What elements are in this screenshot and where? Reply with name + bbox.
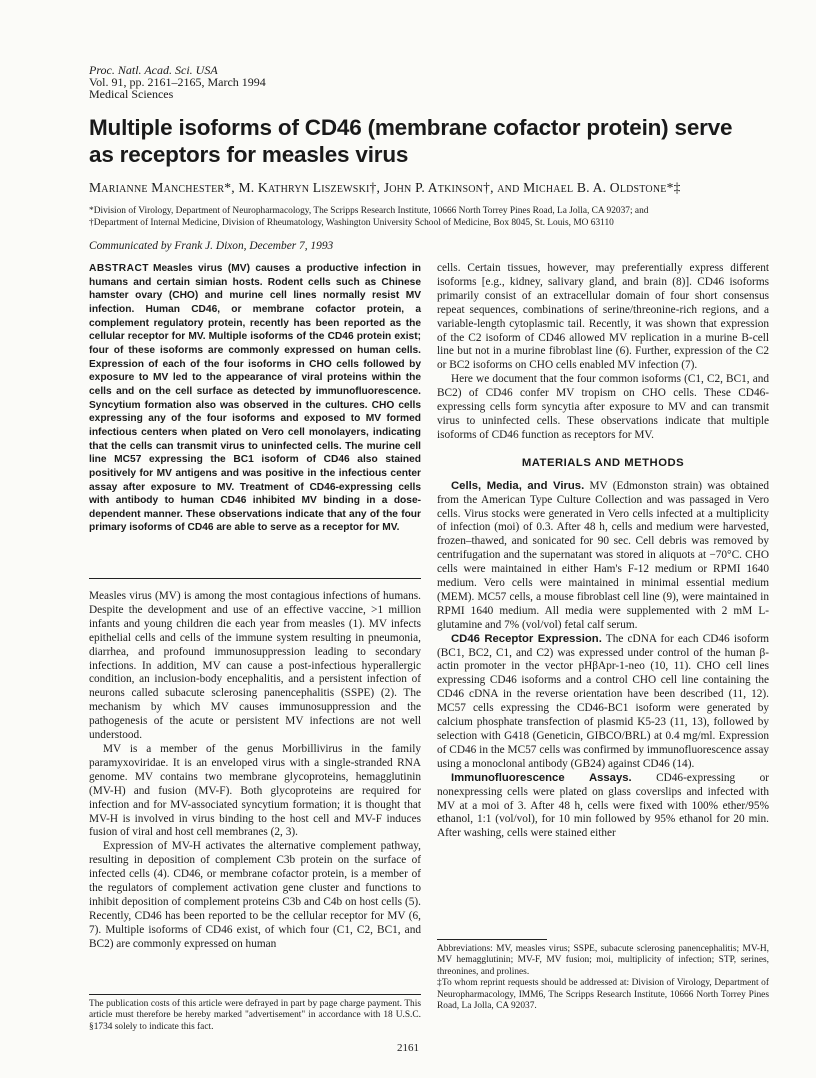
intro-paragraph-3-continued: cells. Certain tissues, however, may preferentially express different isoforms [e.g., kidney, salivary gland, and brain (8)]. CD46 isoforms primarily consist of an extracellular domain of four short consensus repeat sequences, combinations of serine/threonine-rich regions, and a variable-length cytoplasmic tail. Recently, it was shown that expression of the C2 isoform of CD46 allowed MV replication in a murine B-cell line but not in a murine fibroblast line (6). Further, expression of the C2 or BC2 isoforms on CHO cells enabled MV infection (7).	[437, 262, 769, 372]
footnote-charges-text: The publication costs of this article were defrayed in part by page charge payment. This article must therefore be hereby marked "advertisement" in accordance with 18 U.S.C. §1734 solely to indicate this fact.	[89, 999, 421, 1032]
footnote-page-charges	[89, 999, 421, 1033]
affiliation-washu: †Department of Internal Medicine, Division of Rheumatology, Washington University School of Medicine, Box 8045, St. Louis, MO 63110	[89, 217, 614, 228]
footnote-reprint-requests: ‡To whom reprint requests should be addressed at: Division of Virology, Department of Neuropharmacology, IMM6, The Scripps Research Institute, 10666 North Torrey Pines Road, La Jolla, CA 92037.	[437, 978, 769, 1012]
subsection-title: Cells, Media, and Virus.	[451, 479, 585, 492]
section-heading-methods: MATERIALS AND METHODS	[521, 456, 685, 469]
footnotes-right	[437, 944, 769, 1012]
abstract-divider	[89, 578, 421, 579]
intro-paragraph-4: Here we document that the four common isoforms (C1, C2, BC1, and BC2) of CD46 confer MV tropism on CHO cells. These CD46-expressing cells form syncytia after exposure to MV and can transmit virus to uninfected cells. These observations indicate that multiple isoforms of CD46 function as receptors for MV.	[437, 373, 769, 441]
methods-cells-media-virus	[437, 480, 769, 633]
left-column	[89, 590, 421, 952]
abstract-label: ABSTRACT	[89, 263, 150, 274]
intro-paragraph-3: Expression of MV-H activates the alternative complement pathway, resulting in deposition of complement C3b protein on the surface of infected cells (4). CD46, or membrane cofactor protein, is a member of the regulators of complement activation gene cluster and functions to inhibit deposition of complement proteins C3b and C4b on host cells (5). Recently, CD46 has been reported to be the cellular receptor for MV (6, 7). Multiple isoforms of CD46 exist, of which four (C1, C2, BC1, and BC2) are commonly expressed on human	[89, 840, 421, 950]
intro-paragraph-1: Measles virus (MV) is among the most contagious infections of humans. Despite the development and use of an effective vaccine, >1 million infants and young children die each year from measles (1). MV infects epithelial cells and cells of the immune system resulting in pneumonia, diarrhea, and profound immunosuppression leading to secondary infections. In addition, MV can cause a post-infectious hyperallergic condition, an inclusion-body encephalitis, and a persistent infection of neurons called subacute sclerosing panencephalitis (SSPE) (2). The mechanism by which MV causes immunosuppression and the pathogenesis of the acute or persistent MV infections are not well understood.	[89, 590, 421, 742]
subsection-text: MV (Edmonston strain) was obtained from the American Type Culture Collection and was passaged in Vero cells. Virus stocks were generated in Vero cells infected at a multiplicity of infection (moi) of 0.3. After 48 h, cells and medium were harvested, frozen–thawed, and sonicated for 90 sec. Cell debris was removed by centrifugation and the supernatant was stored in aliquots at −70°C. CHO cells were maintained in either Ham's F-12 medium or RPMI 1640 medium. Vero cells were maintained in minimal essential medium (MEM). MC57 cells, a mouse fibroblast cell line (9), were maintained in RPMI 1640 medium. All media were supplemented with 2 mM L-glutamine and 7% (vol/vol) fetal calf serum.	[437, 479, 769, 631]
journal-header	[89, 64, 389, 100]
subsection-title: CD46 Receptor Expression.	[451, 632, 602, 645]
footnote-divider-left	[89, 994, 421, 995]
affiliation-scripps: *Division of Virology, Department of Neuropharmacology, The Scripps Research Institute, 10666 North Torrey Pines Road, La Jolla, CA 92037; and	[89, 206, 649, 216]
article-title: Multiple isoforms of CD46 (membrane cofactor protein) serve as receptors for measles virus	[89, 115, 733, 167]
journal-name: Proc. Natl. Acad. Sci. USA	[89, 63, 218, 77]
footnote-divider-right	[437, 939, 547, 940]
communicated-by: Communicated by Frank J. Dixon, December 7, 1993	[89, 240, 334, 252]
abstract	[89, 262, 421, 535]
footnote-abbreviations: Abbreviations: MV, measles virus; SSPE, subacute sclerosing panencephalitis; MV-H, MV hemagglutinin; MV-F, MV fusion; moi, multiplicity of infection; STP, serines, threonines, and prolines.	[437, 944, 769, 977]
subsection-text: CD46-expressing or nonexpressing cells were plated on glass coverslips and infected with MV at a moi of 3. After 48 h, cells were fixed with 100% ether/95% ethanol, 1:1 (vol/vol), for 10 min followed by 95% ethanol for 20 min. After washing, cells were stained either	[437, 771, 769, 840]
right-column	[437, 262, 769, 841]
intro-paragraph-2: MV is a member of the genus Morbillivirus in the family paramyxoviridae. It is an enveloped virus with a single-stranded RNA genome. MV contains two membrane glycoproteins, hemagglutinin (MV-H) and fusion (MV-F). Both glycoproteins are required for infection and for MV-associated syncytium formation; it is thought that MV-H is involved in virus binding to the host cell and MV-F induces fusion of viral and host cell membranes (2, 3).	[89, 742, 421, 839]
page-number: 2161	[397, 1042, 419, 1054]
methods-immunofluorescence	[437, 772, 769, 842]
journal-section: Medical Sciences	[89, 87, 174, 101]
subsection-title: Immunofluorescence Assays.	[451, 771, 632, 784]
affiliations	[89, 206, 769, 229]
subsection-text: The cDNA for each CD46 isoform (BC1, BC2, C1, and C2) was expressed under control of the human β-actin promoter in the vector pHβApr-1-neo (10, 11). CHO cell lines expressing CD46 isoforms and a control CHO cell line containing the CD46 cDNA in the reverse orientation have been described (11, 12). MC57 cells expressing the CD46-BC1 isoform were generated by calcium phosphate transfection of plasmid K5-23 (11, 13), followed by selection with G418 (Geneticin, GIBCO/BRL) at 0.4 mg/ml. Expression of CD46 in the MC57 cells was confirmed by immunofluorescence assay using a monoclonal antibody (GB24) against CD46 (14).	[437, 632, 770, 770]
author-list: Marianne Manchester*, M. Kathryn Liszewski†, John P. Atkinson†, and Michael B. A. Oldstone*‡	[89, 180, 681, 195]
journal-volume: Vol. 91, pp. 2161–2165, March 1994	[89, 75, 266, 89]
methods-cd46-expression	[437, 633, 769, 772]
abstract-text: Measles virus (MV) causes a productive infection in humans and certain simian hosts. Rodent cells such as Chinese hamster ovary (CHO) and murine cell lines normally resist MV infection. Human CD46, or membrane cofactor protein, a complement regulatory protein, recently has been reported as the cellular receptor for MV. Multiple isoforms of the CD46 protein exist; four of these isoforms are commonly expressed on human cells. Expression of each of the four isoforms in CHO cells followed by exposure to MV led to the appearance of viral proteins within the cells and on the cell surface as detected by immunofluorescence. Syncytium formation also was observed in the cultures. CHO cells expressing any of the four isoforms and exposed to MV formed infectious centers when plated on Vero cell monolayers, indicating that the cells can transmit virus to uninfected cells. The murine cell line MC57 expressing the BC1 isoform of CD46 also stained positively for MV antigens and was positive in the infectious center assay after exposure to MV. Treatment of CD46-expressing cells with antibody to human CD46 inhibited MV binding in a dose-dependent manner. These observations indicate that any of the four primary isoforms of CD46 are able to serve as a receptor for MV.	[89, 263, 421, 534]
